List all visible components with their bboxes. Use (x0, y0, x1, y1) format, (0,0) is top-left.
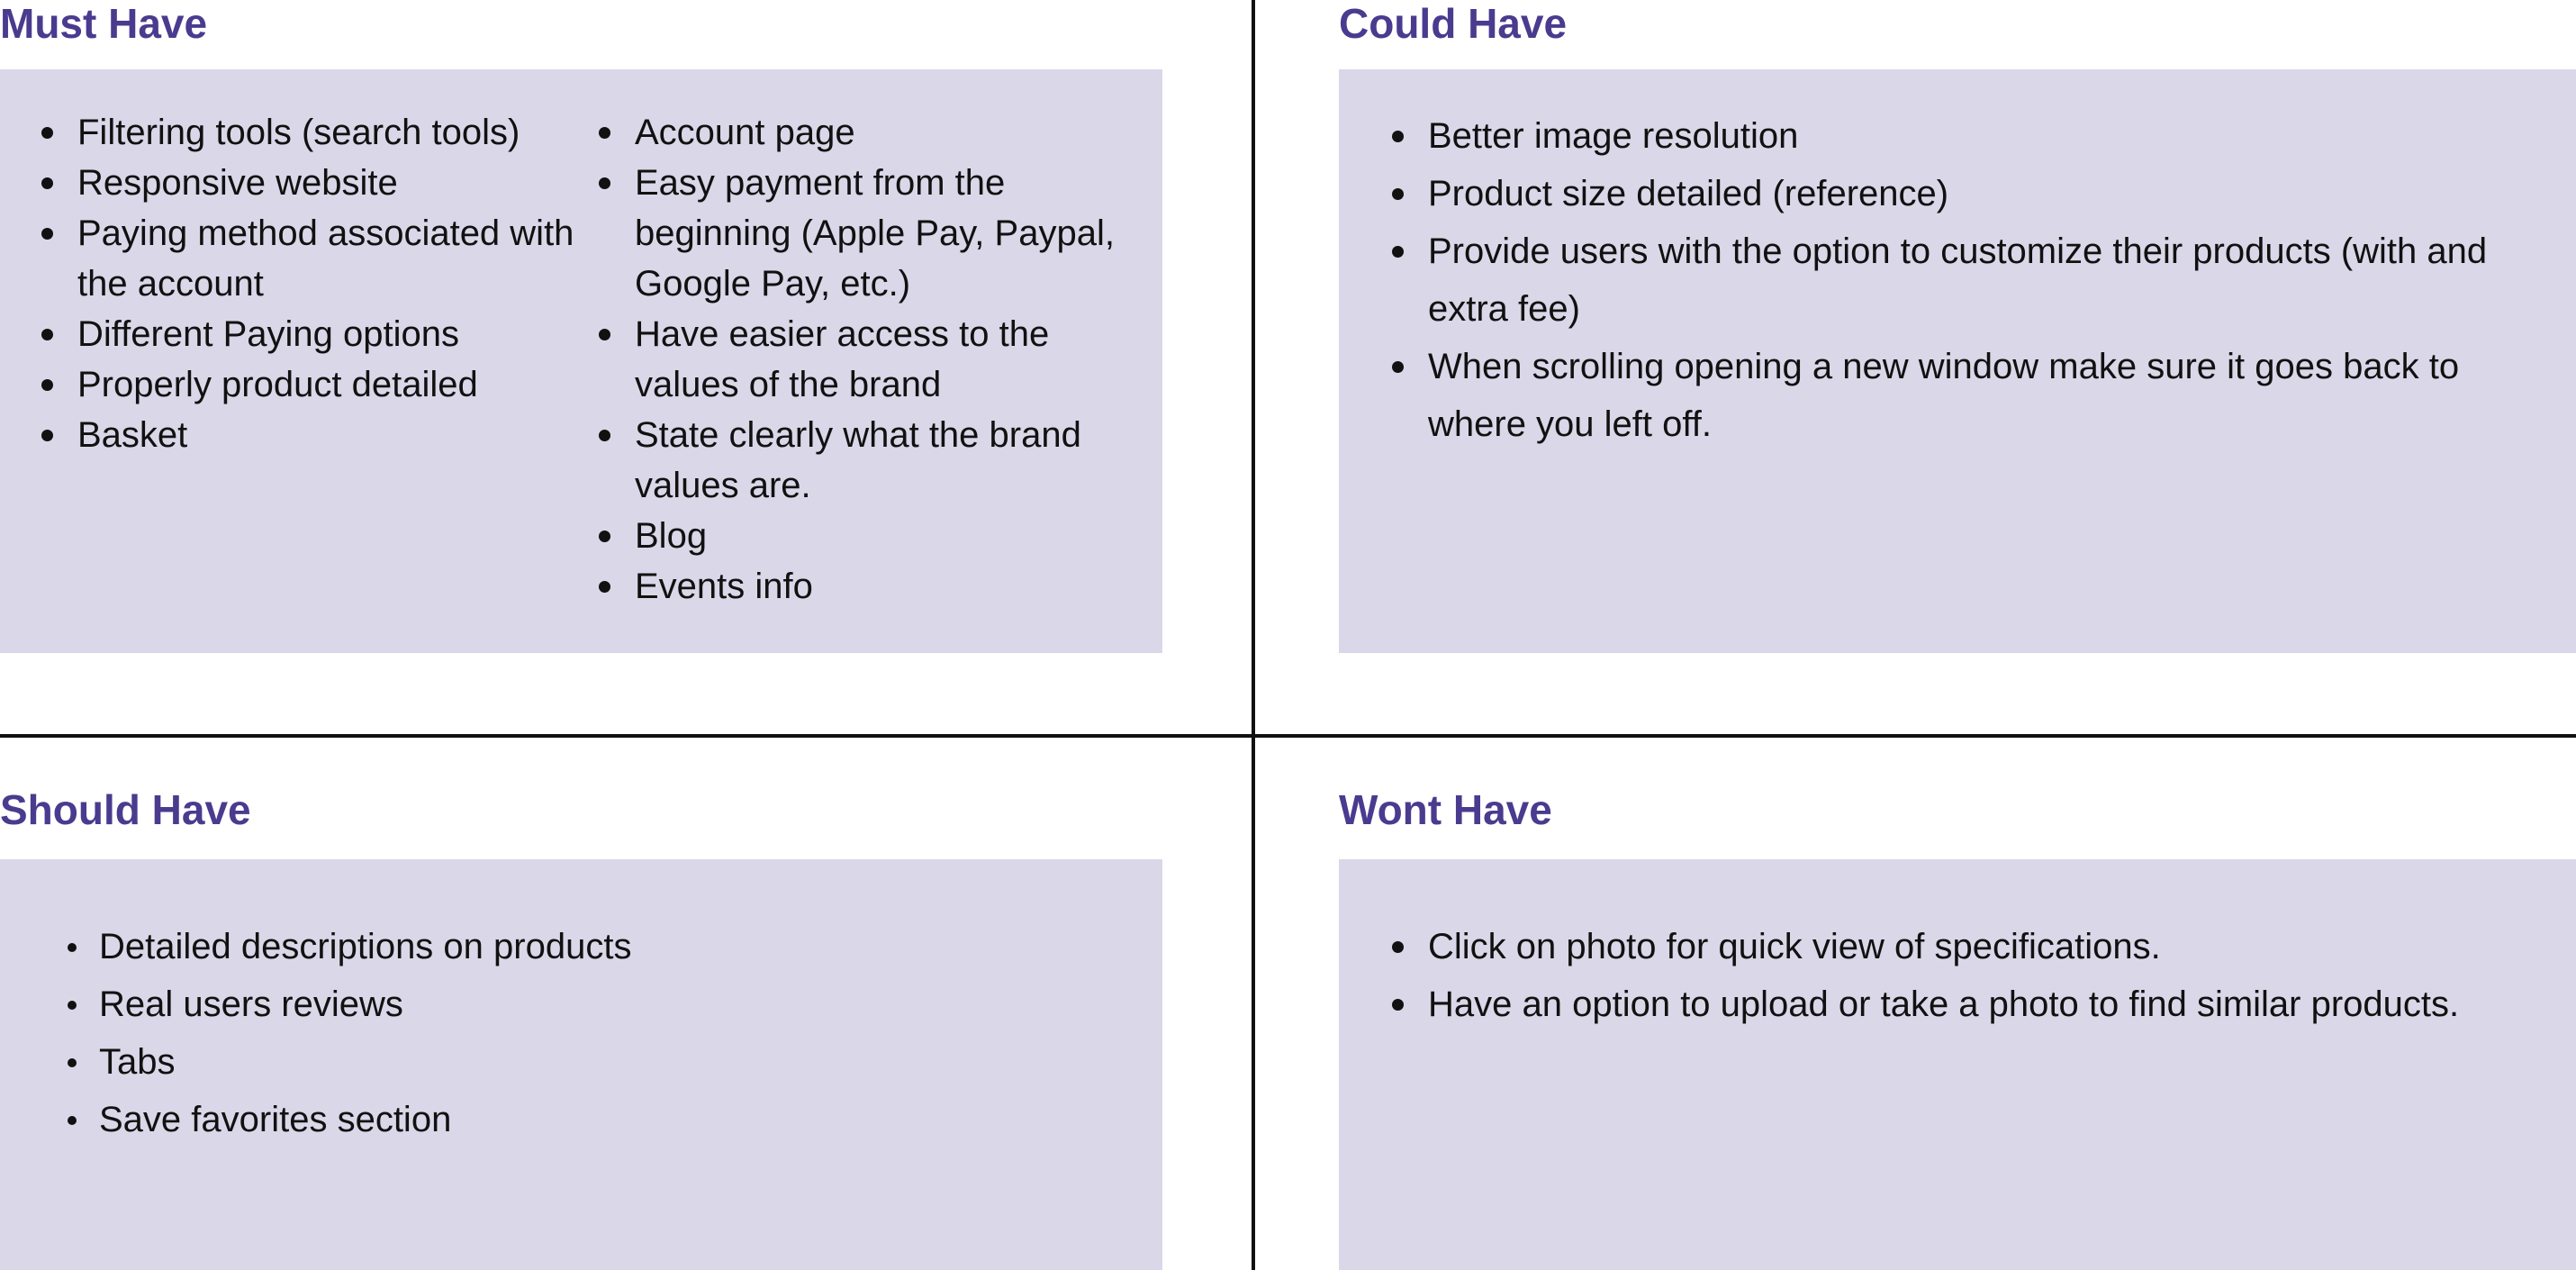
list-item: Easy payment from the beginning (Apple Pay, Paypal, Google Pay, etc.) (635, 158, 1148, 309)
list-item: Provide users with the option to customize their products (with and extra fee) (1428, 222, 2553, 338)
could-have-title: Could Have (1339, 0, 1568, 47)
list-item: Paying method associated with the account (77, 208, 582, 309)
must-have-title: Must Have (0, 0, 208, 47)
list-item: Better image resolution (1428, 107, 2553, 165)
list-item: Save favorites section (99, 1091, 1134, 1148)
list-item: State clearly what the brand values are. (635, 410, 1148, 511)
should-have-list (99, 918, 1134, 1148)
horizontal-divider (0, 734, 2576, 738)
list-item: Product size detailed (reference) (1428, 165, 2553, 222)
list-item: Detailed descriptions on products (99, 918, 1134, 975)
list-item: When scrolling opening a new window make sure it goes back to where you left off. (1428, 338, 2553, 453)
list-item: Filtering tools (search tools) (77, 107, 582, 158)
list-item: Basket (77, 410, 582, 460)
could-have-list (1428, 107, 2553, 453)
list-item: Tabs (99, 1033, 1134, 1091)
must-have-list-column-2 (635, 107, 1148, 612)
list-item: Have an option to upload or take a photo to find similar products. (1428, 975, 2567, 1033)
list-item: Real users reviews (99, 975, 1134, 1033)
list-item: Account page (635, 107, 1148, 158)
should-have-title: Should Have (0, 786, 251, 833)
list-item: Properly product detailed (77, 359, 582, 410)
list-item: Have easier access to the values of the brand (635, 309, 1148, 410)
list-item: Events info (635, 561, 1148, 612)
list-item: Responsive website (77, 158, 582, 208)
wont-have-title: Wont Have (1339, 786, 1552, 833)
vertical-divider (1252, 0, 1255, 1270)
list-item: Blog (635, 511, 1148, 561)
list-item: Different Paying options (77, 309, 582, 359)
wont-have-list (1428, 918, 2567, 1033)
list-item: Click on photo for quick view of specifications. (1428, 918, 2567, 975)
must-have-list-column-1 (77, 107, 582, 460)
